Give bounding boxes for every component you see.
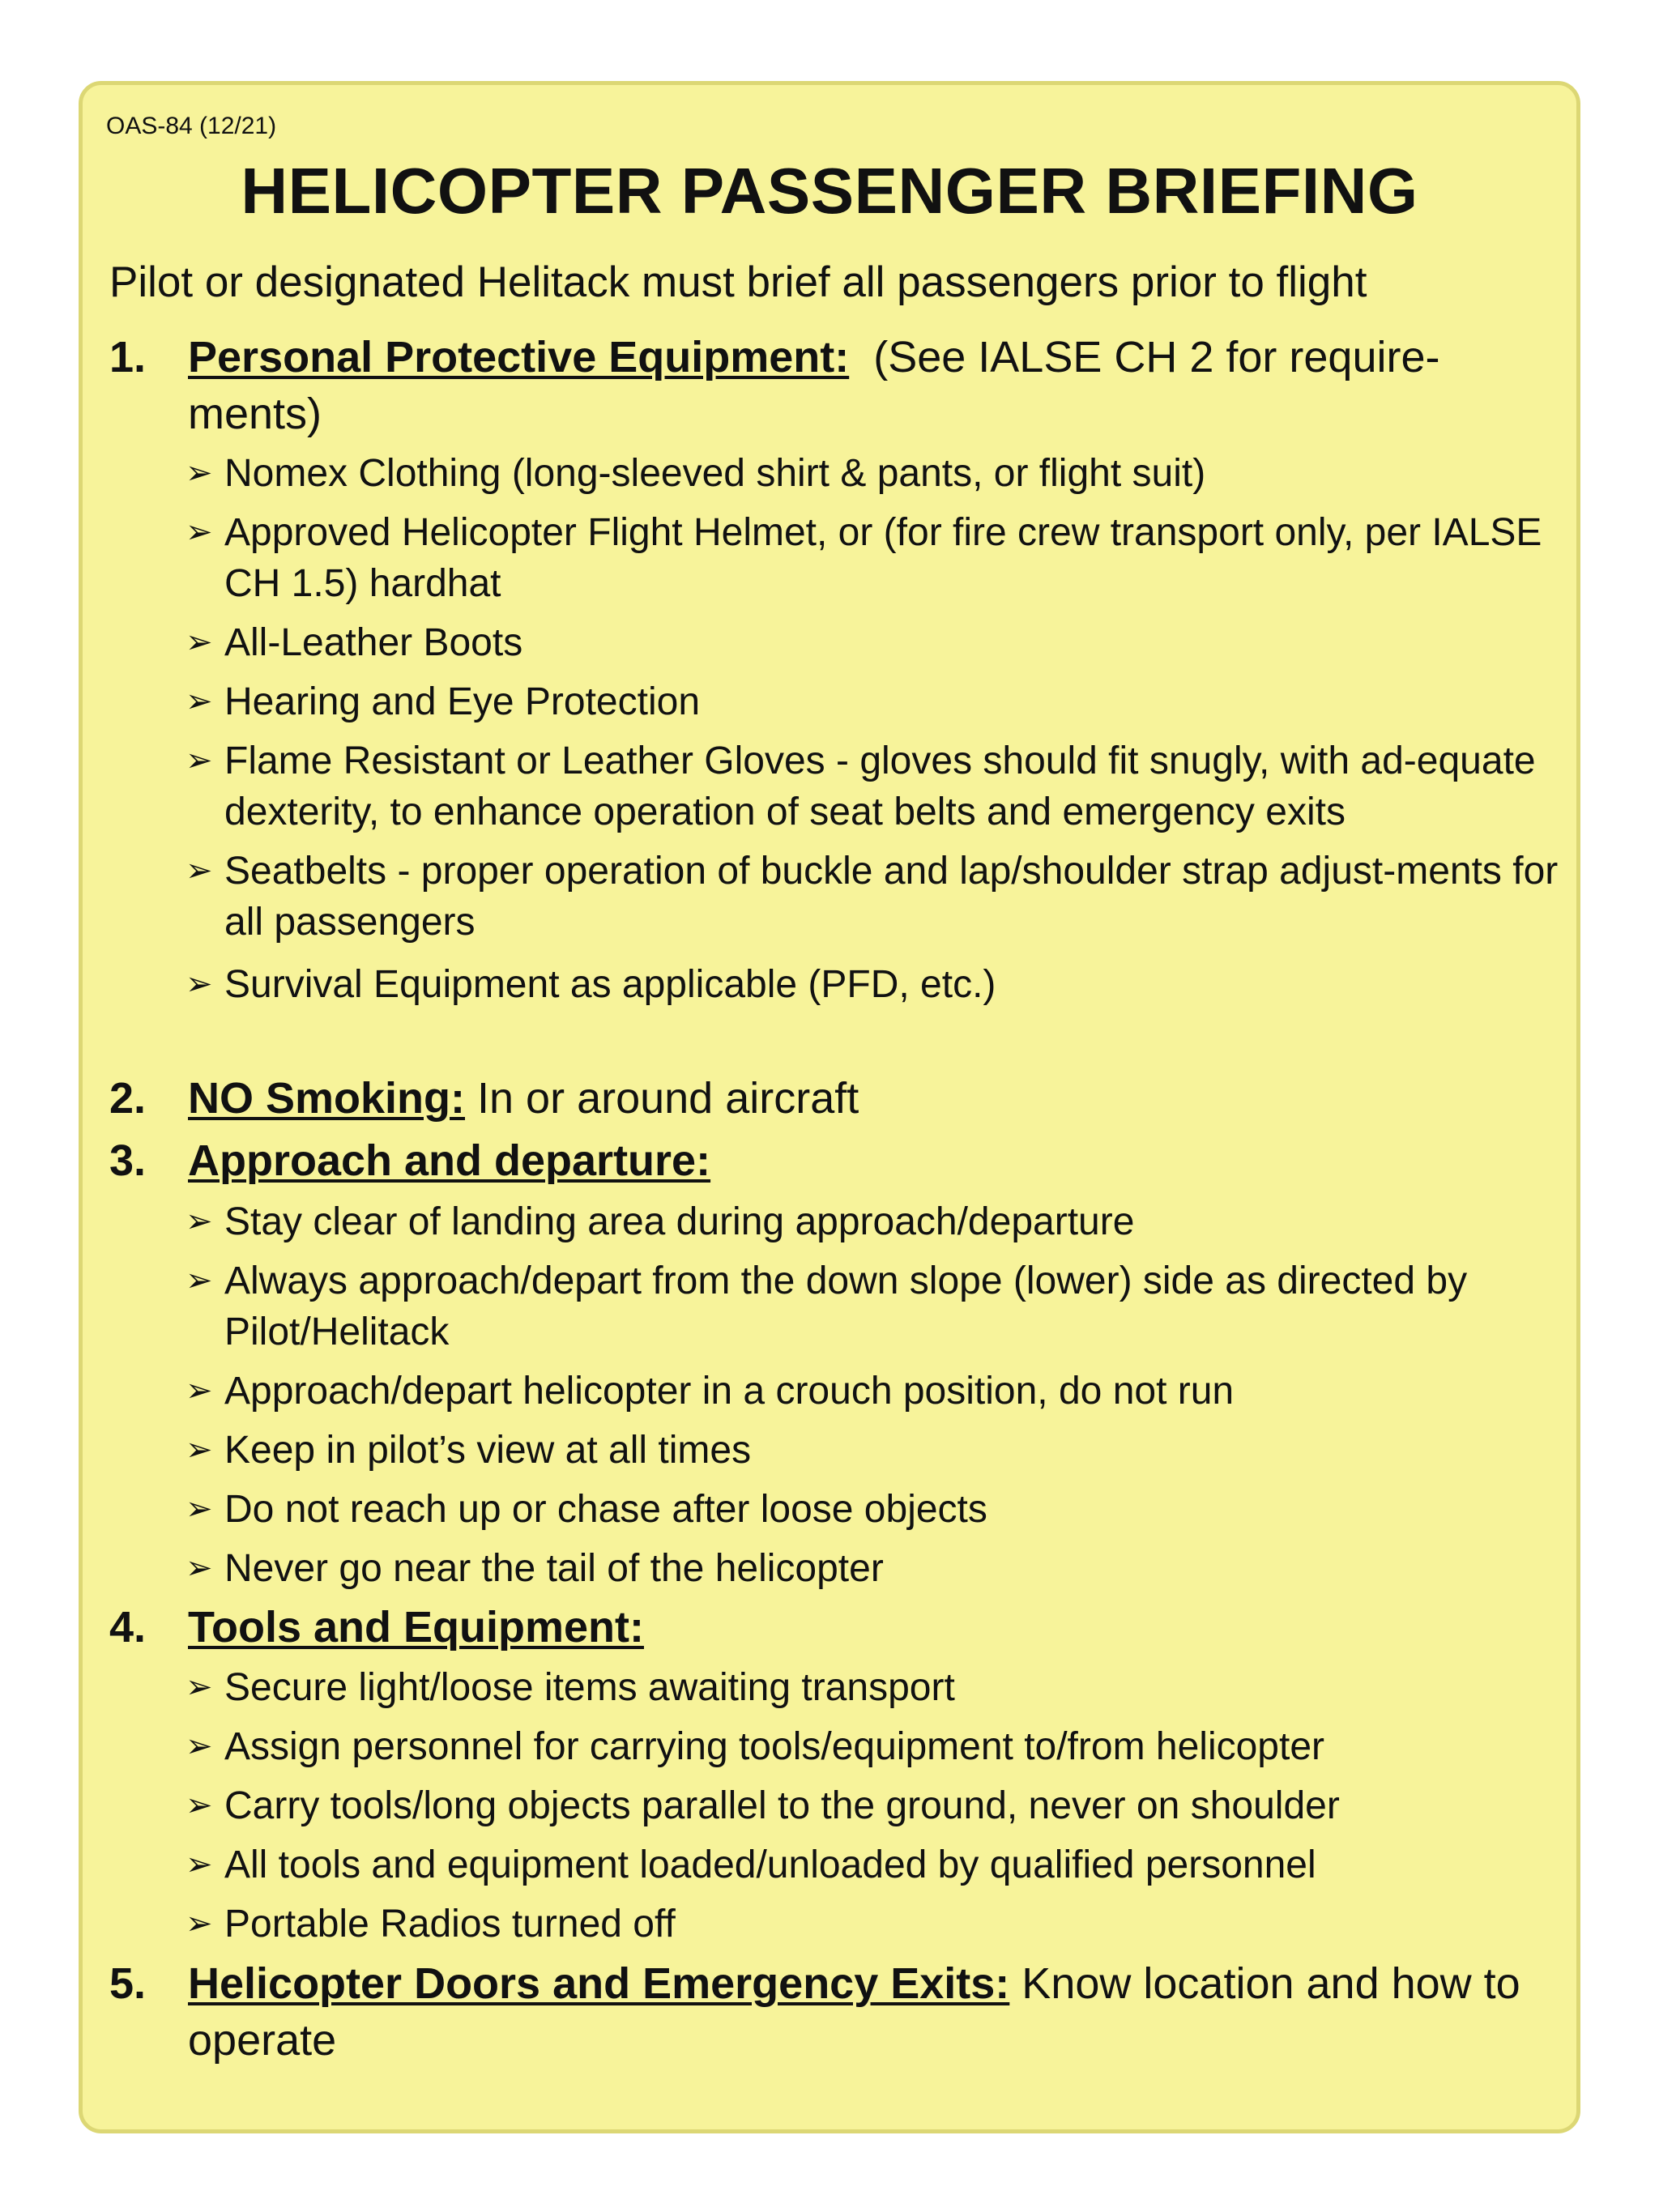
list-item: ➢ Secure light/loose items awaiting transport bbox=[186, 1662, 1563, 1713]
arrowhead-bullet-icon: ➢ bbox=[186, 1203, 213, 1240]
section-heading: NO Smoking: bbox=[188, 1074, 466, 1123]
arrowhead-bullet-icon: ➢ bbox=[186, 1372, 213, 1409]
section-number: 5. bbox=[109, 1959, 147, 2008]
section-number: 4. bbox=[109, 1603, 147, 1652]
list-item: ➢ All tools and equipment loaded/unloaded by qualified personnel bbox=[186, 1839, 1563, 1890]
arrowhead-bullet-icon: ➢ bbox=[186, 1846, 213, 1883]
arrowhead-bullet-icon: ➢ bbox=[186, 1431, 213, 1468]
section-heading: Personal Protective Equipment: bbox=[188, 333, 850, 381]
section-heading: Approach and departure: bbox=[188, 1136, 711, 1185]
arrowhead-bullet-icon: ➢ bbox=[186, 1262, 213, 1299]
list-item: ➢ Seatbelts - proper operation of buckle and lap/shoulder strap adjust-ments for all passengers bbox=[186, 846, 1563, 948]
section-heading: Helicopter Doors and Emergency Exits: bbox=[188, 1959, 1010, 2008]
section-number: 3. bbox=[109, 1136, 147, 1185]
list-item: ➢ Never go near the tail of the helicopter bbox=[186, 1543, 1563, 1594]
page-title: HELICOPTER PASSENGER BRIEFING bbox=[241, 155, 1418, 227]
list-item: ➢ All-Leather Boots bbox=[186, 617, 1563, 668]
arrowhead-bullet-icon: ➢ bbox=[186, 624, 213, 661]
section-no-smoking bbox=[109, 1070, 1567, 1127]
section-text: In or around aircraft bbox=[465, 1074, 859, 1123]
list-item: ➢ Keep in pilot’s view at all times bbox=[186, 1425, 1563, 1476]
ppe-bullet-list bbox=[186, 448, 1563, 1010]
arrowhead-bullet-icon: ➢ bbox=[186, 454, 213, 492]
arrowhead-bullet-icon: ➢ bbox=[186, 742, 213, 779]
section-doors-exits bbox=[109, 1955, 1567, 2069]
section-text: Know location and how to operate bbox=[188, 1959, 1533, 2065]
section-tools-equipment bbox=[109, 1599, 1567, 1656]
list-item: ➢ Always approach/depart from the down slope (lower) side as directed by Pilot/Helitack bbox=[186, 1255, 1563, 1357]
arrowhead-bullet-icon: ➢ bbox=[186, 1549, 213, 1587]
arrowhead-bullet-icon: ➢ bbox=[186, 1728, 213, 1765]
approach-bullet-list bbox=[186, 1196, 1563, 1594]
list-item: ➢ Do not reach up or chase after loose objects bbox=[186, 1484, 1563, 1535]
subtitle: Pilot or designated Helitack must brief all passengers prior to flight bbox=[109, 258, 1367, 306]
section-number: 1. bbox=[109, 333, 147, 381]
section-number: 2. bbox=[109, 1074, 147, 1123]
section-heading: Tools and Equipment: bbox=[188, 1603, 644, 1652]
arrowhead-bullet-icon: ➢ bbox=[186, 1669, 213, 1706]
list-item: ➢ Flame Resistant or Leather Gloves - gloves should fit snugly, with ad-equate dexterity, to enhance operation of seat belts and emergency exits bbox=[186, 735, 1563, 837]
arrowhead-bullet-icon: ➢ bbox=[186, 514, 213, 551]
form-id: OAS-84 (12/21) bbox=[106, 113, 277, 139]
tools-bullet-list bbox=[186, 1662, 1563, 1950]
list-item: ➢ Carry tools/long objects parallel to the ground, never on shoulder bbox=[186, 1780, 1563, 1831]
arrowhead-bullet-icon: ➢ bbox=[186, 965, 213, 1003]
arrowhead-bullet-icon: ➢ bbox=[186, 1490, 213, 1528]
arrowhead-bullet-icon: ➢ bbox=[186, 1787, 213, 1824]
section-approach-departure bbox=[109, 1132, 1567, 1189]
list-item: ➢ Approach/depart helicopter in a crouch position, do not run bbox=[186, 1366, 1563, 1417]
list-item: ➢ Assign personnel for carrying tools/equipment to/from helicopter bbox=[186, 1721, 1563, 1772]
list-item: ➢ Portable Radios turned off bbox=[186, 1899, 1563, 1950]
list-item: ➢ Nomex Clothing (long-sleeved shirt & pants, or flight suit) bbox=[186, 448, 1563, 499]
arrowhead-bullet-icon: ➢ bbox=[186, 852, 213, 889]
list-item: ➢ Hearing and Eye Protection bbox=[186, 676, 1563, 727]
list-item: ➢ Survival Equipment as applicable (PFD, etc.) bbox=[186, 959, 1563, 1010]
arrowhead-bullet-icon: ➢ bbox=[186, 683, 213, 720]
list-item: ➢ Stay clear of landing area during approach/departure bbox=[186, 1196, 1563, 1247]
section-text: (See IALSE CH 2 for require-ments) bbox=[188, 333, 1440, 438]
arrowhead-bullet-icon: ➢ bbox=[186, 1905, 213, 1942]
list-item: ➢ Approved Helicopter Flight Helmet, or (for fire crew transport only, per IALSE CH 1.5) hardhat bbox=[186, 507, 1563, 609]
section-ppe bbox=[109, 329, 1567, 442]
